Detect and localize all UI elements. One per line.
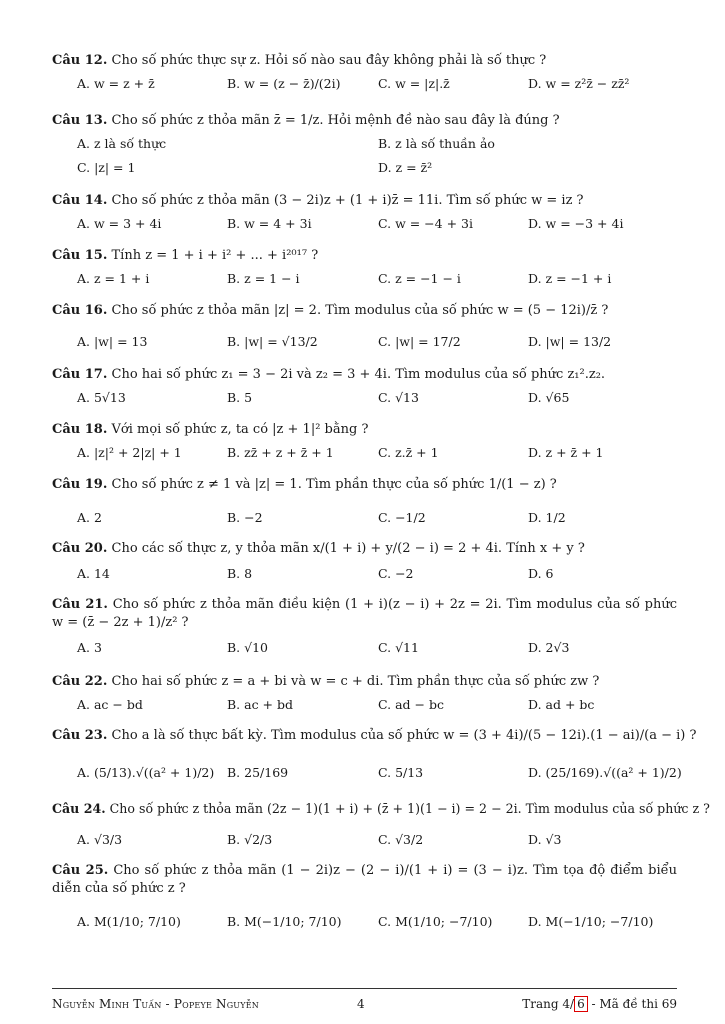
option-a[interactable]: A. √3/3 (77, 832, 123, 847)
option-a[interactable]: A. w = z + z̄ (77, 76, 155, 91)
options-row (52, 158, 677, 178)
page-footer (52, 988, 677, 1011)
options-row (52, 638, 677, 658)
option-d[interactable]: D. √3 (528, 832, 562, 847)
option-d[interactable]: D. w = z²z̄ − zz̄² (528, 76, 630, 91)
options-row (52, 134, 677, 154)
option-c[interactable]: C. −2 (378, 566, 414, 581)
option-d[interactable]: D. M(−1/10; −7/10) (528, 914, 654, 929)
question-number: Câu 23. (52, 728, 108, 743)
option-b[interactable]: B. √10 (227, 640, 269, 655)
option-c[interactable]: C. 5/13 (378, 765, 424, 780)
option-a[interactable]: A. |w| = 13 (77, 334, 148, 349)
question-20 (52, 540, 677, 584)
option-c[interactable]: C. z = −1 − i (378, 271, 461, 286)
question-stem: Cho các số thực z, y thỏa mãn x/(1 + i) + y/(2 − i) = 2 + 4i. Tính x + y ? (111, 541, 585, 556)
question-number: Câu 18. (52, 422, 108, 437)
option-c[interactable]: C. M(1/10; −7/10) (378, 914, 493, 929)
option-c[interactable]: C. −1/2 (378, 510, 426, 525)
option-d[interactable]: D. z + z̄ + 1 (528, 445, 604, 460)
option-a[interactable]: A. 5√13 (77, 390, 126, 405)
option-a[interactable]: A. |z|² + 2|z| + 1 (77, 445, 182, 460)
option-c[interactable]: C. √3/2 (378, 832, 424, 847)
footer-page-number: 4 (357, 997, 365, 1011)
option-a[interactable]: A. 3 (77, 640, 102, 655)
question-24 (52, 800, 710, 850)
question-stem: Tính z = 1 + i + i² + ... + i²⁰¹⁷ ? (111, 248, 319, 263)
option-d[interactable]: D. z = −1 + i (528, 271, 612, 286)
question-14 (52, 192, 677, 234)
question-stem: Cho a là số thực bất kỳ. Tìm modulus của số phức w = (3 + 4i)/(5 − 12i).(1 − ai)/(a − i) ? (111, 728, 697, 743)
option-a[interactable]: A. z là số thực (77, 136, 167, 151)
footer-page-info (522, 997, 677, 1011)
option-c[interactable]: C. w = −4 + 3i (378, 216, 473, 231)
question-stem: Cho số phức thực sự z. Hỏi số nào sau đây không phải là số thực ? (111, 53, 547, 68)
question-stem: Cho số phức z thỏa mãn |z| = 2. Tìm modulus của số phức w = (5 − 12i)/z̄ ? (111, 303, 609, 318)
option-b[interactable]: B. 5 (227, 390, 253, 405)
option-a[interactable]: A. M(1/10; 7/10) (77, 914, 181, 929)
option-c[interactable]: C. √13 (378, 390, 419, 405)
question-stem: Cho số phức z thỏa mãn điều kiện (1 + i)(z − i) + 2z = 2i. Tìm modulus của số phức w = (z̄ − 2z + 1)/z² ? (52, 597, 677, 630)
option-d[interactable]: D. (25/169).√((a² + 1)/2) (528, 765, 682, 780)
question-stem: Cho hai số phức z₁ = 3 − 2i và z₂ = 3 + 4i. Tìm modulus của số phức z₁².z₂. (111, 367, 606, 382)
question-number: Câu 25. (52, 863, 109, 878)
question-23 (52, 727, 697, 783)
question-number: Câu 20. (52, 541, 108, 556)
options-row (52, 830, 677, 850)
option-b[interactable]: B. z là số thuần ảo (378, 136, 495, 151)
question-16 (52, 302, 677, 352)
option-c[interactable]: C. ad − bc (378, 697, 444, 712)
question-12 (52, 52, 677, 94)
option-b[interactable]: B. M(−1/10; 7/10) (227, 914, 342, 929)
question-number: Câu 21. (52, 597, 108, 612)
question-19 (52, 476, 677, 528)
question-stem: Cho số phức z thỏa mãn (2z − 1)(1 + i) + (z̄ + 1)(1 − i) = 2 − 2i. Tìm modulus của số phức z ? (109, 801, 710, 816)
option-a[interactable]: A. 14 (77, 566, 110, 581)
question-stem: Cho số phức z ≠ 1 và |z| = 1. Tìm phần thực của số phức 1/(1 − z) ? (111, 477, 557, 492)
option-b[interactable]: B. w = 4 + 3i (227, 216, 312, 231)
option-b[interactable]: B. zz̄ + z + z̄ + 1 (227, 445, 334, 460)
question-number: Câu 13. (52, 113, 108, 128)
question-17 (52, 366, 677, 408)
option-b[interactable]: B. ac + bd (227, 697, 294, 712)
option-a[interactable]: A. (5/13).√((a² + 1)/2) (77, 765, 215, 780)
option-d[interactable]: D. 2√3 (528, 640, 570, 655)
question-13 (52, 112, 677, 178)
question-stem: Với mọi số phức z, ta có |z + 1|² bằng ? (111, 422, 369, 437)
question-22 (52, 673, 677, 715)
option-b[interactable]: B. −2 (227, 510, 263, 525)
option-d[interactable]: D. √65 (528, 390, 570, 405)
options-row (52, 443, 677, 463)
option-b[interactable]: B. z = 1 − i (227, 271, 300, 286)
options-row (52, 269, 677, 289)
options-row (52, 763, 682, 783)
question-number: Câu 24. (52, 801, 106, 816)
options-row (52, 214, 677, 234)
question-21 (52, 596, 677, 658)
options-row (52, 508, 677, 528)
question-number: Câu 19. (52, 477, 108, 492)
question-18 (52, 421, 677, 463)
options-row (52, 388, 677, 408)
options-row (52, 695, 677, 715)
question-number: Câu 15. (52, 248, 108, 263)
option-a[interactable]: A. 2 (77, 510, 102, 525)
page-info-prefix: Trang 4/ (522, 997, 575, 1011)
question-25 (52, 862, 677, 932)
question-15 (52, 247, 677, 289)
page-total-link[interactable]: 6 (574, 996, 588, 1012)
question-number: Câu 22. (52, 674, 108, 689)
option-d[interactable]: D. w = −3 + 4i (528, 216, 624, 231)
option-c[interactable]: C. w = |z|.z̄ (378, 76, 450, 91)
question-number: Câu 17. (52, 367, 108, 382)
option-d[interactable]: D. ad + bc (528, 697, 595, 712)
option-b[interactable]: B. |w| = √13/2 (227, 334, 318, 349)
option-d[interactable]: D. 1/2 (528, 510, 566, 525)
option-d[interactable]: D. |w| = 13/2 (528, 334, 612, 349)
options-row (52, 912, 677, 932)
question-stem: Cho số phức z thỏa mãn z̄ = 1/z. Hỏi mệnh đề nào sau đây là đúng ? (111, 113, 560, 128)
option-b[interactable]: B. √2/3 (227, 832, 273, 847)
question-number: Câu 16. (52, 303, 108, 318)
option-d[interactable]: D. 6 (528, 566, 554, 581)
option-b[interactable]: B. w = (z − z̄)/(2i) (227, 76, 341, 91)
options-row (52, 564, 677, 584)
question-stem: Cho hai số phức z = a + bi và w = c + di. Tìm phần thực của số phức zw ? (111, 674, 600, 689)
page-info-suffix: - Mã đề thi 69 (587, 997, 677, 1011)
question-stem: Cho số phức z thỏa mãn (3 − 2i)z + (1 + i)z̄ = 11i. Tìm số phức w = iz ? (111, 193, 584, 208)
option-a[interactable]: A. ac − bd (77, 697, 143, 712)
option-c[interactable]: C. |w| = 17/2 (378, 334, 461, 349)
option-a[interactable]: A. w = 3 + 4i (77, 216, 162, 231)
option-b[interactable]: B. 25/169 (227, 765, 289, 780)
option-c[interactable]: C. √11 (378, 640, 419, 655)
option-b[interactable]: B. 8 (227, 566, 253, 581)
option-c[interactable]: C. z.z̄ + 1 (378, 445, 439, 460)
options-row (52, 332, 677, 352)
option-d[interactable]: D. z = z̄² (378, 160, 433, 175)
question-stem: Cho số phức z thỏa mãn (1 − 2i)z − (2 − i)/(1 + i) = (3 − i)z. Tìm tọa độ điểm biểu diễn của số phức z ? (52, 863, 677, 896)
question-number: Câu 14. (52, 193, 108, 208)
options-row (52, 74, 677, 94)
question-number: Câu 12. (52, 53, 108, 68)
option-a[interactable]: A. z = 1 + i (77, 271, 150, 286)
option-c[interactable]: C. |z| = 1 (77, 160, 136, 175)
footer-authors: Nguyễn Minh Tuấn - Popeye Nguyễn (52, 997, 259, 1011)
